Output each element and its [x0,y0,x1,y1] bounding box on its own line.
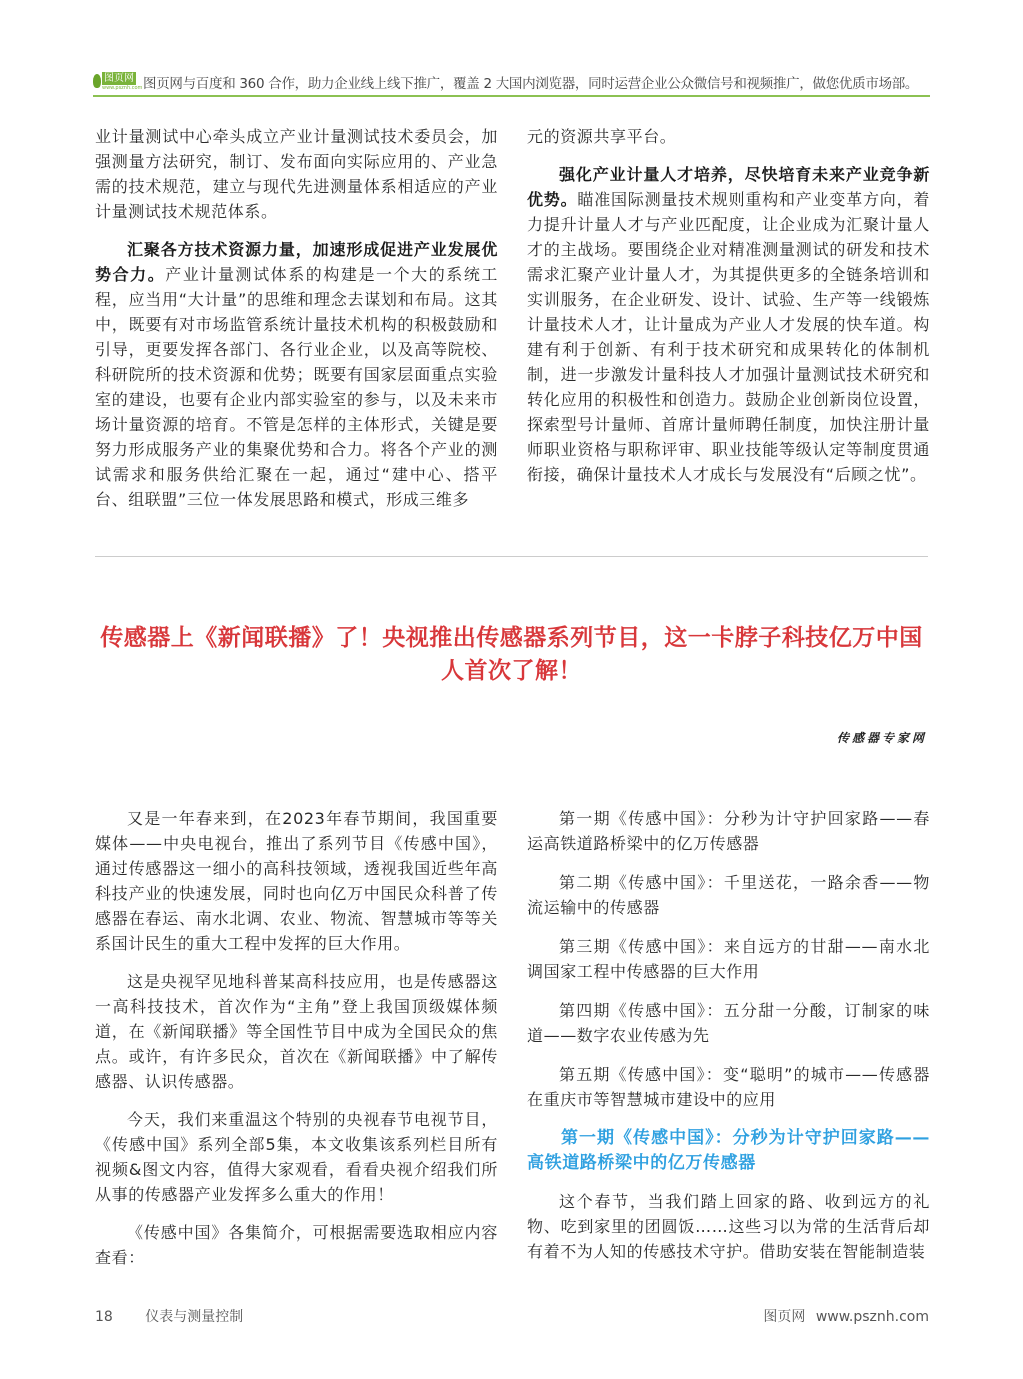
paragraph [95,124,498,224]
page-number: 18 [95,1309,113,1325]
paragraph [527,124,930,149]
prev-article-left-column [95,124,498,525]
paragraph-text: 业计量测试中心牵头成立产业计量测试技术委员会，加强测量方法研究，制订、发布面向实际应用的、产业急需的技术规范，建立与现代先进测量体系相适应的产业计量测试技术规范体系。 [95,127,498,221]
paragraph-text: 产业计量测试体系的构建是一个大的系统工程，应当用“大计量”的思维和理念去谋划和布局。这其中，既要有对市场监管系统计量技术机构的积极鼓励和引导，更要发挥各部门、各行业企业，以及高等院校、科研院所的技术资源和优势；既要有国家层面重点实验室的建设，也要有企业内部实验室的参与，以及未来市场计量资源的培育。不管是怎样的主体形式，关键是要努力形成服务产业的集聚优势和合力。将各个产业的测试需求和服务供给汇聚在一起，通过“建中心、搭平台、组联盟”三位一体发展思路和模式，形成三维多 [95,265,499,509]
article-left-column [95,806,498,1283]
site-name: 图页网 [763,1309,806,1325]
paragraph: 这是央视罕见地科普某高科技应用，也是传感器这一高科技技术，首次作为“主角”登上我国顶级媒体频道，在《新闻联播》等全国性节目中成为全国民众的焦点。或许，有许多民众，首次在《新闻联播》中了解传感器、认识传感器。 [95,972,498,1091]
site-logo [93,72,143,92]
episode-item: 第四期《传感中国》：五分甜一分酸，订制家的味道——数字农业传感为先 [527,1001,930,1045]
paragraph-text: 瞄准国际测量技术规则重构和产业变革方向，着力提升计量人才与产业匹配度，让企业成为汇聚计量人才的主战场。要围绕企业对精准测量测试的研发和技术需求汇聚产业计量人才，为其提供更多的全链条培训和实训服务，在企业研发、设计、试验、生产等一线锻炼计量技术人才，让计量成为产业人才发展的快车道。构建有利于创新、有利于技术研究和成果转化的体制机制，进一步激发计量科技人才加强计量测试技术研究和转化应用的积极性和创造力。鼓励企业创新岗位设置，探索型号计量师、首席计量师聘任制度，加快注册计量师职业资格与职称评审、职业技能等级认定等制度贯通衔接，确保计量技术人才成长与发展没有“后顾之忧”。 [527,190,930,484]
publication-name: 仪表与测量控制 [145,1309,244,1325]
episode-item: 第五期《传感中国》：变“聪明”的城市——传感器在重庆市等智慧城市建设中的应用 [527,1065,930,1109]
logo-subtext: www.psznh.com [102,85,143,91]
prev-article-right-column [527,124,930,500]
article-source: 传感器专家网 [836,731,927,745]
page-header [93,70,930,94]
article-title: 传感器上《新闻联播》了！央视推出传感器系列节目，这一卡脖子科技亿万中国人首次了解！ [100,625,923,684]
section-divider [95,556,928,557]
episode-item: 第二期《传感中国》：千里送花，一路余香——物流运输中的传感器 [527,873,930,917]
logo-text: 图页网 [104,73,134,84]
paragraph: 今天，我们来重温这个特别的央视春节电视节目，《传感中国》系列全部5集，本文收集该系列栏目所有视频&图文内容，值得大家观看，看看央视介绍我们所从事的传感器产业发挥多么重大的作用！ [95,1110,498,1204]
paragraph [527,162,930,487]
episode-item: 第三期《传感中国》：来自远方的甘甜——南水北调国家工程中传感器的巨大作用 [527,937,930,981]
paragraph-text: 元的资源共享平台。 [527,127,677,146]
site-url[interactable]: www.psznh.com [815,1309,929,1325]
header-divider [93,95,930,97]
episode-subheading: 第一期《传感中国》：分秒为计守护回家路——高铁道路桥梁中的亿万传感器 [527,1128,930,1173]
paragraph [95,237,498,512]
paragraph-lead: 强化产业计量人才培养，尽快培育未来产业竞争新优势。 [527,165,930,209]
paragraph: 这个春节，当我们踏上回家的路、收到远方的礼物、吃到家里的团圆饭……这些习以为常的生活背后却有着不为人知的传感技术守护。借助安装在智能制造装 [527,1192,930,1261]
leaf-icon [93,74,101,88]
footer-right [763,1306,929,1326]
paragraph-lead: 汇聚各方技术资源力量，加速形成促进产业发展优势合力。 [95,240,498,284]
paragraph: 又是一年春来到，在2023年春节期间，我国重要媒体——中央电视台，推出了系列节目《传感中国》，通过传感器这一细小的高科技领域，透视我国近些年高科技产业的快速发展，同时也向亿万中国民众科普了传感器在春运、南水北调、农业、物流、智慧城市等等关系国计民生的重大工程中发挥的巨大作用。 [95,809,498,953]
paragraph: 《传感中国》各集简介，可根据需要选取相应内容查看： [95,1223,498,1267]
header-banner: 图页网与百度和 360 合作，助力企业线上线下推广，覆盖 2 大国内浏览器，同时运营企业公众微信号和视频推广，做您优质市场部。 [143,76,919,92]
article-right-column [527,806,930,1277]
episode-item: 第一期《传感中国》：分秒为计守护回家路——春运高铁道路桥梁中的亿万传感器 [527,809,930,853]
footer-left [95,1306,243,1326]
